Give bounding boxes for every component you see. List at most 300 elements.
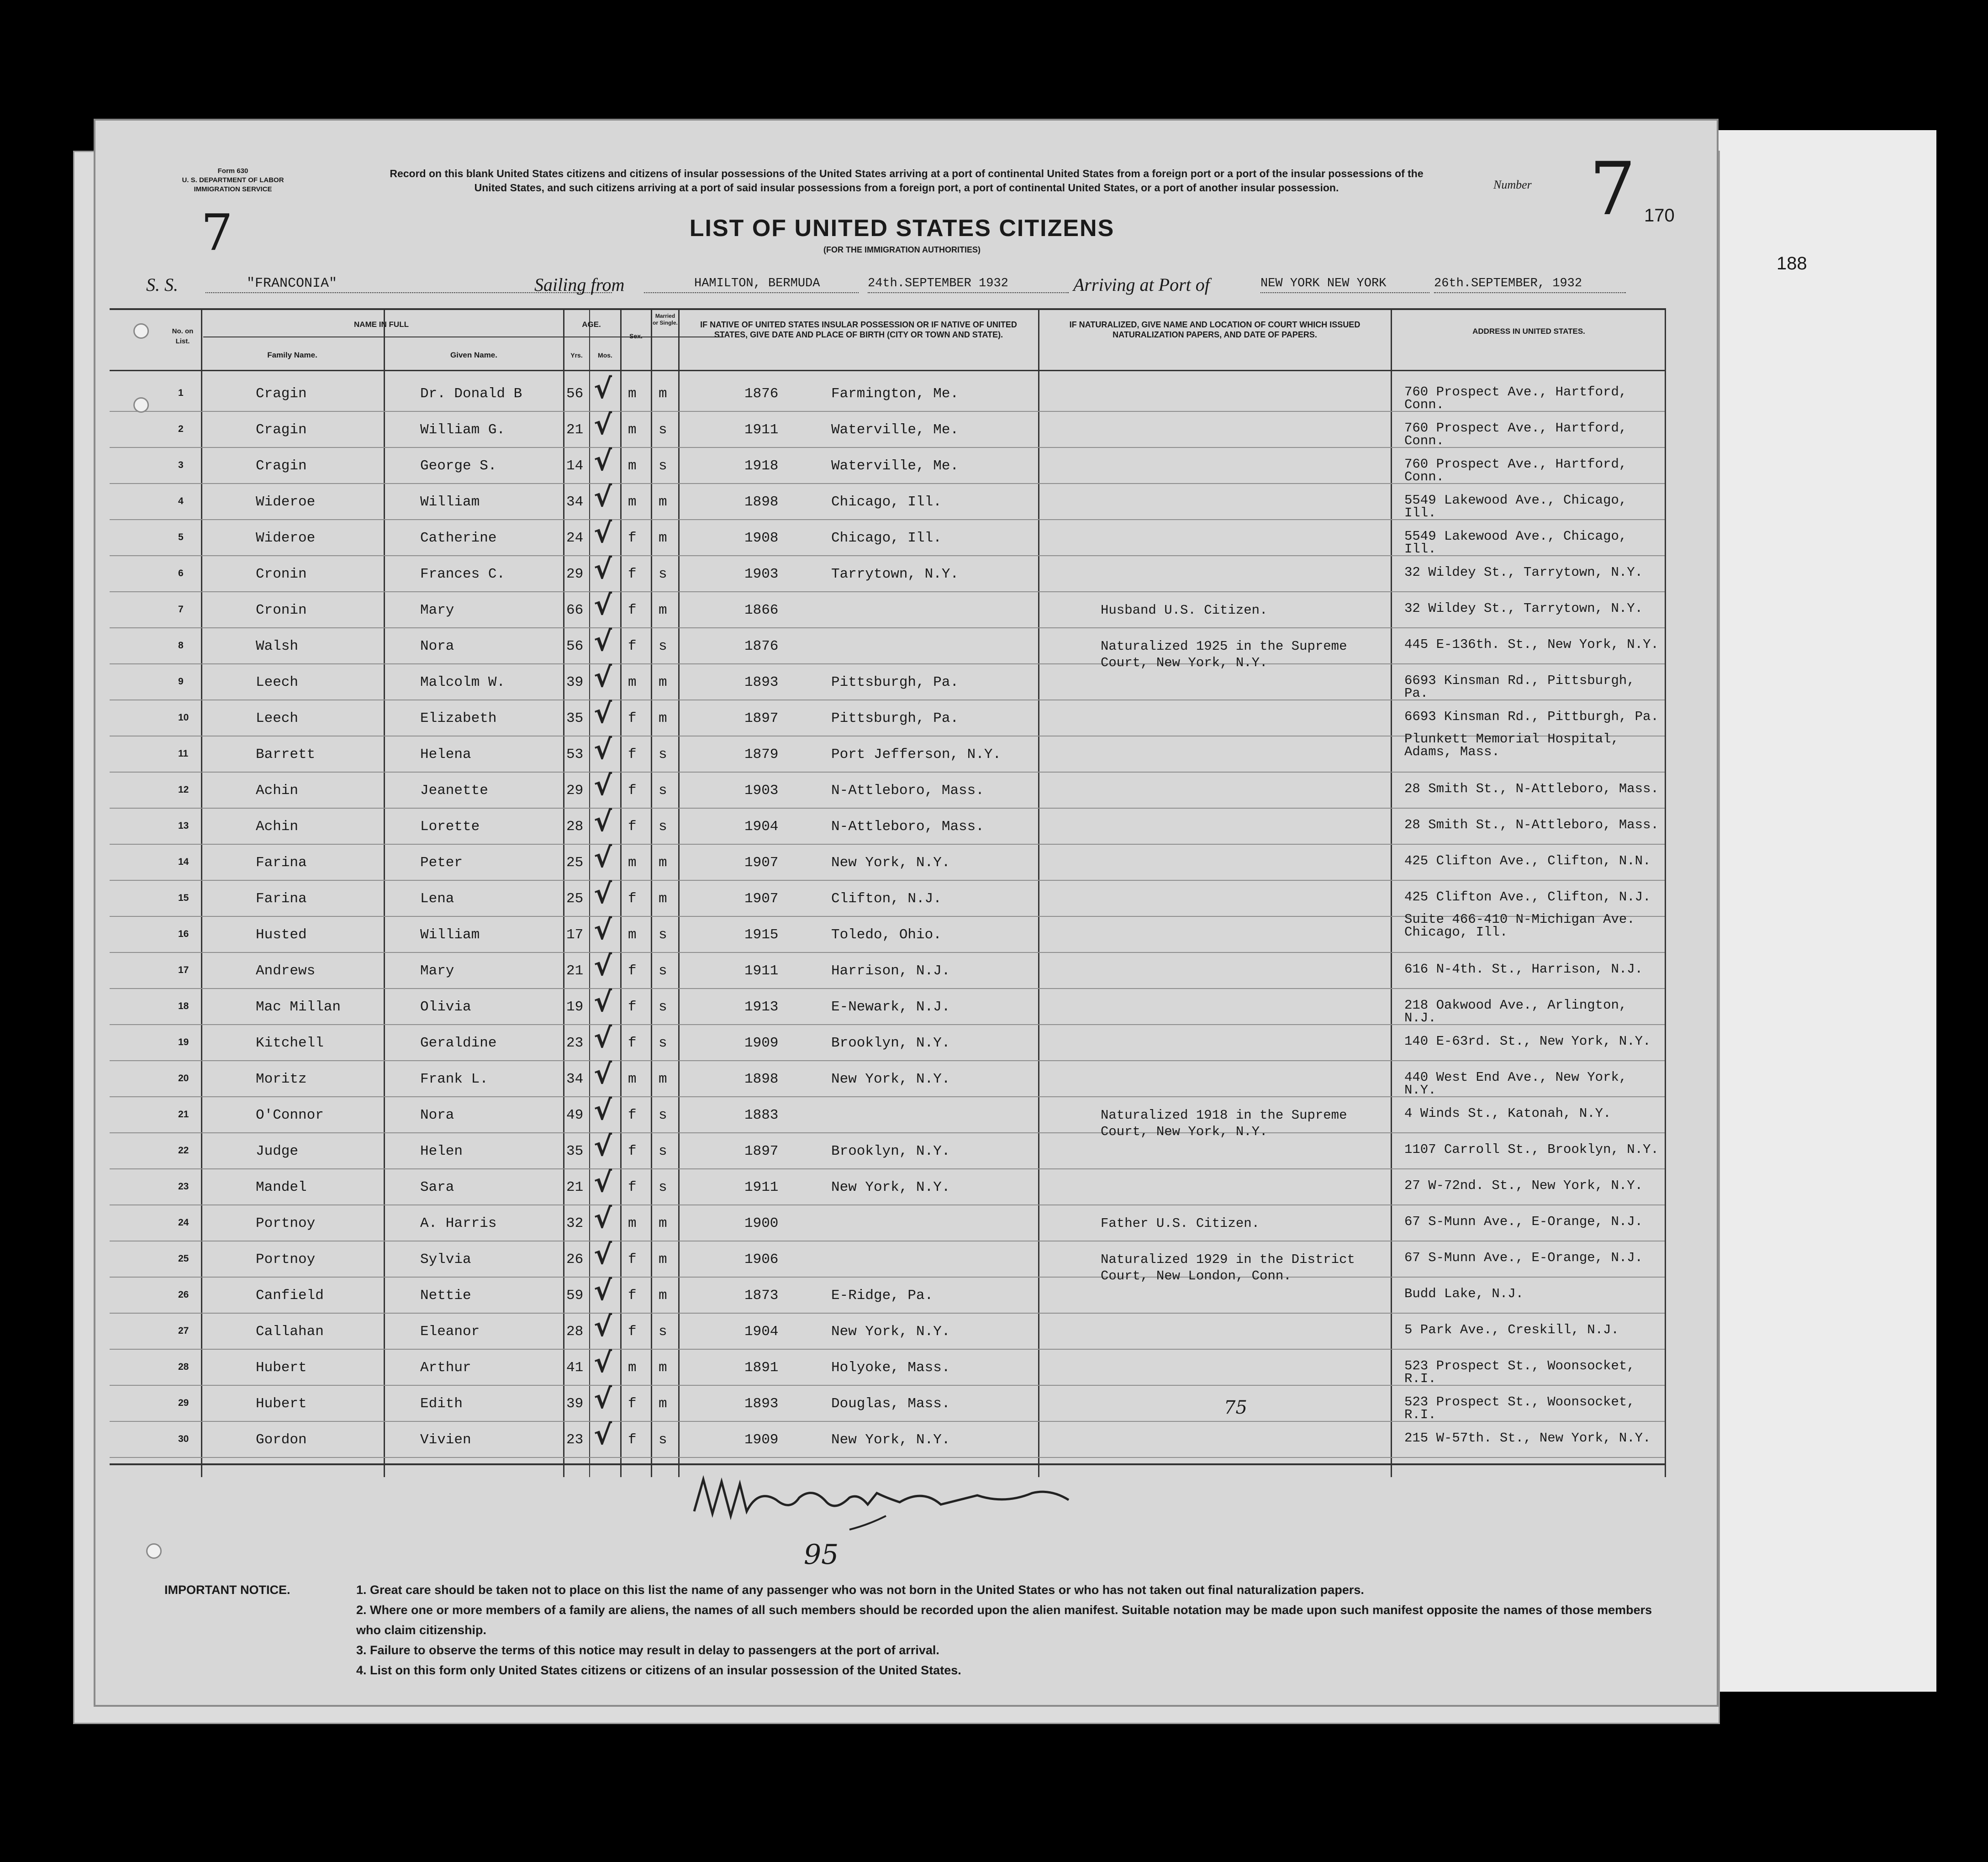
birth-year: 1876	[744, 638, 779, 654]
header-yrs: Yrs.	[570, 352, 583, 359]
check-mark-icon: √	[594, 589, 612, 621]
address: Plunkett Memorial Hospital, Adams, Mass.	[1404, 731, 1619, 759]
notice-item-3: 3. Failure to observe the terms of this notice may result in delay to passengers at the port of arrival.	[356, 1643, 939, 1657]
birth-year: 1891	[744, 1360, 779, 1376]
address: 760 Prospect Ave., Hartford, Conn.	[1404, 384, 1627, 412]
marital-status: s	[659, 783, 667, 799]
birth-place: E-Ridge, Pa.	[831, 1288, 933, 1304]
sex: f	[628, 891, 637, 907]
family-name: Cronin	[256, 602, 307, 618]
header-name-group: NAME IN FULL	[354, 320, 409, 329]
given-name: William	[420, 927, 480, 943]
table-row	[110, 1347, 1665, 1386]
check-mark-icon: √	[594, 553, 612, 585]
birth-place: Harrison, N.J.	[831, 963, 950, 979]
row-number: 11	[178, 748, 189, 759]
marital-status: s	[659, 1143, 667, 1159]
passenger-table	[110, 308, 1665, 1477]
given-name: Dr. Donald B	[420, 386, 522, 402]
check-mark-icon: √	[594, 1311, 612, 1343]
sex: f	[628, 747, 637, 763]
birth-place: Pittsburgh, Pa.	[831, 710, 959, 726]
address: 5549 Lakewood Ave., Chicago, Ill.	[1404, 529, 1627, 557]
table-row	[110, 626, 1665, 670]
row-number: 19	[178, 1037, 189, 1047]
family-name: Leech	[256, 710, 299, 726]
table-row	[110, 517, 1665, 557]
marital-status: m	[659, 674, 667, 690]
age-years: 35	[566, 1143, 584, 1159]
birth-year: 1906	[744, 1252, 779, 1268]
age-years: 66	[566, 602, 584, 618]
table-row	[110, 1419, 1665, 1458]
family-name: Kitchell	[256, 1035, 324, 1051]
address: 218 Oakwood Ave., Arlington, N.J.	[1404, 998, 1627, 1026]
row-number: 15	[178, 893, 189, 903]
age-years: 26	[566, 1252, 584, 1268]
header-mos: Mos.	[598, 352, 612, 359]
row-number: 13	[178, 821, 189, 831]
family-name: Mac Millan	[256, 999, 341, 1015]
birth-place: N-Attleboro, Mass.	[831, 783, 984, 799]
sex: f	[628, 999, 637, 1015]
marital-status: m	[659, 386, 667, 402]
form-number: Form 630	[217, 167, 248, 175]
check-mark-icon: √	[594, 481, 612, 513]
marital-status: s	[659, 1432, 667, 1448]
binder-hole	[146, 1543, 162, 1559]
check-mark-icon: √	[594, 770, 612, 802]
row-rule	[110, 1457, 1665, 1458]
row-number: 26	[178, 1289, 189, 1300]
birth-place: Waterville, Me.	[831, 422, 959, 438]
sex: m	[628, 855, 637, 871]
given-name: Frances C.	[420, 566, 506, 582]
marital-status: s	[659, 1324, 667, 1340]
row-number: 30	[178, 1434, 189, 1444]
age-years: 39	[566, 674, 584, 690]
family-name: Husted	[256, 927, 307, 943]
marital-status: s	[659, 458, 667, 474]
birth-year: 1904	[744, 819, 779, 835]
age-years: 53	[566, 747, 584, 763]
number-label: Number	[1493, 178, 1532, 191]
birth-year: 1898	[744, 1071, 779, 1087]
check-mark-icon: √	[594, 878, 612, 910]
birth-place: N-Attleboro, Mass.	[831, 819, 984, 835]
marital-status: m	[659, 494, 667, 510]
header-age: AGE.	[582, 320, 601, 329]
row-number: 6	[178, 568, 184, 579]
birth-place: E-Newark, N.J.	[831, 999, 950, 1015]
page-stamp: 170	[1644, 205, 1675, 226]
marital-status: m	[659, 1288, 667, 1304]
check-mark-icon: √	[594, 986, 612, 1018]
table-row	[110, 1275, 1665, 1314]
table-row	[110, 664, 1665, 700]
table-row	[110, 1311, 1665, 1350]
check-mark-icon: √	[594, 445, 612, 477]
margin-mark-75: 75	[1224, 1397, 1247, 1418]
marital-status: s	[659, 963, 667, 979]
header-birth: IF NATIVE OF UNITED STATES INSULAR POSSESSION OR IF NATIVE OF UNITED STATES, GIVE DATE AND PLACE OF BIRTH (CITY OR TOWN AND STATE).	[700, 320, 1017, 339]
table-row	[110, 1205, 1665, 1241]
row-number: 27	[178, 1325, 189, 1336]
table-row	[110, 770, 1665, 809]
department: U. S. DEPARTMENT OF LABOR	[182, 176, 284, 184]
row-number: 20	[178, 1073, 189, 1084]
check-mark-icon: √	[594, 1275, 612, 1307]
given-name: Helena	[420, 747, 471, 763]
family-name: Hubert	[256, 1396, 307, 1412]
given-name: Helen	[420, 1143, 463, 1159]
marital-status: s	[659, 638, 667, 654]
table-row	[110, 986, 1665, 1026]
header-married: Married or Single.	[653, 313, 678, 326]
birth-place: New York, N.Y.	[831, 1071, 950, 1087]
birth-year: 1903	[744, 566, 779, 582]
row-number: 1	[178, 388, 184, 398]
check-mark-icon: √	[594, 698, 612, 730]
sex: f	[628, 1432, 637, 1448]
birth-year: 1909	[744, 1035, 779, 1051]
family-name: Cragin	[256, 458, 307, 474]
check-mark-icon: √	[594, 734, 612, 766]
arrival-port: NEW YORK NEW YORK	[1260, 275, 1429, 293]
address: 140 E-63rd. St., New York, N.Y.	[1404, 1034, 1651, 1049]
row-number: 14	[178, 857, 189, 867]
sex: m	[628, 674, 637, 690]
record-instruction: Record on this blank United States citizens and citizens of insular possessions of the United States arriving at a port of continental United States from a foreign port or a port of the insular possessions of the United States, and such citizens arriving at a port of said insular possessions from a foreign port, a port of continental United States, or a port of another insular possession.	[390, 168, 1424, 194]
arrival-date: 26th.SEPTEMBER, 1932	[1434, 275, 1626, 293]
given-name: A. Harris	[420, 1215, 497, 1231]
page-title: LIST OF UNITED STATES CITIZENS	[689, 215, 1115, 242]
check-mark-icon: √	[594, 1167, 612, 1199]
age-years: 34	[566, 1071, 584, 1087]
birth-place: Chicago, Ill.	[831, 530, 942, 546]
address: 215 W-57th. St., New York, N.Y.	[1404, 1431, 1651, 1446]
age-years: 25	[566, 891, 584, 907]
birth-place: Waterville, Me.	[831, 458, 959, 474]
birth-place: Chicago, Ill.	[831, 494, 942, 510]
age-years: 39	[566, 1396, 584, 1412]
row-number: 28	[178, 1362, 189, 1372]
given-name: Vivien	[420, 1432, 471, 1448]
table-row	[110, 409, 1665, 448]
naturalization-note: Naturalized 1918 in the Supreme Court, New York, N.Y.	[1101, 1108, 1347, 1139]
given-name: Mary	[420, 963, 454, 979]
family-name: Andrews	[256, 963, 316, 979]
address: 6693 Kinsman Rd., Pittburgh, Pa.	[1404, 709, 1659, 724]
birth-year: 1911	[744, 1179, 779, 1195]
table-row	[110, 589, 1665, 628]
marital-status: m	[659, 710, 667, 726]
age-years: 28	[566, 1324, 584, 1340]
sex: f	[628, 602, 637, 618]
check-mark-icon: √	[594, 914, 612, 946]
table-row	[110, 1022, 1665, 1061]
family-name: Walsh	[256, 638, 299, 654]
marital-status: s	[659, 1035, 667, 1051]
birth-place: Tarrytown, N.Y.	[831, 566, 959, 582]
marital-status: s	[659, 747, 667, 763]
age-years: 32	[566, 1215, 584, 1231]
address: 32 Wildey St., Tarrytown, N.Y.	[1404, 601, 1643, 616]
sex: m	[628, 1215, 637, 1231]
sex: m	[628, 422, 637, 438]
table-row	[110, 481, 1665, 521]
family-name: Wideroe	[256, 494, 316, 510]
sex: m	[628, 386, 637, 402]
row-number: 16	[178, 929, 189, 939]
row-number: 10	[178, 712, 189, 723]
row-number: 18	[178, 1001, 189, 1011]
birth-place: Holyoke, Mass.	[831, 1360, 950, 1376]
birth-year: 1893	[744, 1396, 779, 1412]
age-years: 14	[566, 458, 584, 474]
corner-handwritten-mark: 7	[201, 203, 233, 262]
birth-place: New York, N.Y.	[831, 1324, 950, 1340]
age-years: 24	[566, 530, 584, 546]
row-number: 9	[178, 676, 184, 687]
family-name: O'Connor	[256, 1107, 324, 1123]
marital-status: m	[659, 1215, 667, 1231]
birth-place: Toledo, Ohio.	[831, 927, 942, 943]
voyage-line	[146, 274, 1635, 297]
naturalization-note: Naturalized 1929 in the District Court, New London, Conn.	[1101, 1252, 1355, 1283]
address: 67 S-Munn Ave., E-Orange, N.J.	[1404, 1250, 1643, 1265]
sex: f	[628, 638, 637, 654]
given-name: Nora	[420, 1107, 454, 1123]
given-name: Mary	[420, 602, 454, 618]
address: 6693 Kinsman Rd., Pittsburgh, Pa.	[1404, 673, 1635, 701]
birth-year: 1908	[744, 530, 779, 546]
ss-label: S. S.	[146, 274, 178, 295]
check-mark-icon: √	[594, 626, 612, 657]
family-name: Achin	[256, 783, 299, 799]
table-row	[110, 1058, 1665, 1098]
address: 523 Prospect St., Woonsocket, R.I.	[1404, 1394, 1635, 1422]
family-name: Leech	[256, 674, 299, 690]
table-row	[110, 1383, 1665, 1422]
row-number: 3	[178, 460, 184, 470]
check-mark-icon: √	[594, 409, 612, 441]
given-name: Sylvia	[420, 1252, 471, 1268]
check-mark-icon: √	[594, 1131, 612, 1162]
check-mark-icon: √	[594, 1383, 612, 1415]
marital-status: s	[659, 1107, 667, 1123]
naturalization-note: Naturalized 1925 in the Supreme Court, New York, N.Y.	[1101, 639, 1347, 670]
family-name: Farina	[256, 855, 307, 871]
address: 616 N-4th. St., Harrison, N.J.	[1404, 962, 1643, 977]
age-years: 21	[566, 963, 584, 979]
sex: f	[628, 1107, 637, 1123]
birth-place: New York, N.Y.	[831, 855, 950, 871]
header-bottom-rule	[110, 370, 1665, 371]
birth-year: 1903	[744, 783, 779, 799]
sex: m	[628, 494, 637, 510]
address: 5549 Lakewood Ave., Chicago, Ill.	[1404, 493, 1627, 521]
family-name: Cragin	[256, 422, 307, 438]
address: 27 W-72nd. St., New York, N.Y.	[1404, 1178, 1643, 1193]
marital-status: m	[659, 1360, 667, 1376]
row-number: 24	[178, 1217, 189, 1228]
birth-place: Pittsburgh, Pa.	[831, 674, 959, 690]
given-name: Nora	[420, 638, 454, 654]
binder-hole	[133, 323, 149, 339]
sex: m	[628, 1071, 637, 1087]
naturalization-note: Father U.S. Citizen.	[1101, 1216, 1260, 1231]
row-number: 7	[178, 604, 184, 615]
family-name: Gordon	[256, 1432, 307, 1448]
age-years: 21	[566, 422, 584, 438]
birth-year: 1866	[744, 602, 779, 618]
check-mark-icon: √	[594, 662, 612, 694]
birth-place: New York, N.Y.	[831, 1432, 950, 1448]
given-name: Lorette	[420, 819, 480, 835]
row-number: 22	[178, 1145, 189, 1156]
header-no: No. on List.	[172, 327, 194, 345]
check-mark-icon: √	[594, 1203, 612, 1235]
check-mark-icon: √	[594, 806, 612, 838]
family-name: Wideroe	[256, 530, 316, 546]
family-name: Moritz	[256, 1071, 307, 1087]
age-years: 29	[566, 566, 584, 582]
check-mark-icon: √	[594, 1094, 612, 1126]
table-row	[110, 373, 1665, 412]
notice-item-1	[164, 1580, 1672, 1600]
birth-year: 1876	[744, 386, 779, 402]
given-name: Lena	[420, 891, 454, 907]
age-years: 56	[566, 386, 584, 402]
sex: m	[628, 927, 637, 943]
birth-year: 1907	[744, 855, 779, 871]
age-years: 35	[566, 710, 584, 726]
family-name: Portnoy	[256, 1215, 316, 1231]
address: 32 Wildey St., Tarrytown, N.Y.	[1404, 565, 1643, 580]
col-rule	[1665, 308, 1666, 1477]
sex: f	[628, 530, 637, 546]
sex: f	[628, 566, 637, 582]
marital-status: s	[659, 999, 667, 1015]
marital-status: m	[659, 1396, 667, 1412]
check-mark-icon: √	[594, 517, 612, 549]
address: 28 Smith St., N-Attleboro, Mass.	[1404, 817, 1659, 832]
check-mark-icon: √	[594, 373, 612, 405]
age-years: 21	[566, 1179, 584, 1195]
birth-year: 1873	[744, 1288, 779, 1304]
address: 440 West End Ave., New York, N.Y.	[1404, 1070, 1627, 1098]
address: 445 E-136th. St., New York, N.Y.	[1404, 637, 1659, 652]
age-years: 23	[566, 1432, 584, 1448]
row-number: 21	[178, 1109, 189, 1120]
birth-year: 1918	[744, 458, 779, 474]
notice-text: 1. Great care should be taken not to place on this list the name of any passenger who was not born in the United States or who has not taken out final naturalization papers.	[356, 1583, 1364, 1597]
family-name: Barrett	[256, 747, 316, 763]
birth-place: Port Jefferson, N.Y.	[831, 747, 1002, 763]
row-number: 5	[178, 532, 184, 542]
given-name: Frank L.	[420, 1071, 488, 1087]
birth-place: Farmington, Me.	[831, 386, 959, 402]
sex: f	[628, 783, 637, 799]
address: Budd Lake, N.J.	[1404, 1286, 1524, 1301]
address: 760 Prospect Ave., Hartford, Conn.	[1404, 421, 1627, 448]
sex: f	[628, 1252, 637, 1268]
check-mark-icon: √	[594, 842, 612, 874]
marital-status: s	[659, 566, 667, 582]
row-number: 25	[178, 1253, 189, 1264]
birth-place: Clifton, N.J.	[831, 891, 942, 907]
row-number: 17	[178, 965, 189, 975]
family-name: Judge	[256, 1143, 299, 1159]
sex: f	[628, 963, 637, 979]
side-stamp: 188	[1777, 253, 1807, 274]
birth-place: Brooklyn, N.Y.	[831, 1035, 950, 1051]
birth-year: 1915	[744, 927, 779, 943]
age-years: 59	[566, 1288, 584, 1304]
notice-item-4: 4. List on this form only United States citizens or citizens of an insular possession of the United States.	[356, 1663, 961, 1677]
header-address: ADDRESS IN UNITED STATES.	[1472, 327, 1585, 336]
birth-year: 1909	[744, 1432, 779, 1448]
marital-status: s	[659, 1179, 667, 1195]
check-mark-icon: √	[594, 1239, 612, 1271]
age-years: 17	[566, 927, 584, 943]
given-name: William	[420, 494, 480, 510]
number-value: 7	[1589, 146, 1636, 231]
address: 5 Park Ave., Creskill, N.J.	[1404, 1322, 1619, 1337]
sex: m	[628, 458, 637, 474]
given-name: Sara	[420, 1179, 454, 1195]
notice-label: IMPORTANT NOTICE.	[164, 1583, 290, 1597]
given-name: Nettie	[420, 1288, 471, 1304]
ship-name: "FRANCONIA"	[206, 275, 612, 293]
family-name: Canfield	[256, 1288, 324, 1304]
sail-date: 24th.SEPTEMBER 1932	[868, 275, 1069, 293]
given-name: George S.	[420, 458, 497, 474]
given-name: Eleanor	[420, 1324, 480, 1340]
birth-year: 1897	[744, 1143, 779, 1159]
age-years: 19	[566, 999, 584, 1015]
form-id-block	[137, 167, 329, 194]
table-row	[110, 842, 1665, 881]
table-row	[110, 731, 1665, 773]
sex: f	[628, 1035, 637, 1051]
age-years: 56	[566, 638, 584, 654]
family-name: Callahan	[256, 1324, 324, 1340]
given-name: Edith	[420, 1396, 463, 1412]
table-row	[110, 1094, 1665, 1139]
naturalization-note: Husband U.S. Citizen.	[1101, 603, 1268, 618]
address: 4 Winds St., Katonah, N.Y.	[1404, 1106, 1611, 1121]
row-number: 2	[178, 424, 184, 434]
sex: f	[628, 710, 637, 726]
marital-status: m	[659, 1071, 667, 1087]
age-years: 49	[566, 1107, 584, 1123]
sex: m	[628, 1360, 637, 1376]
sex: f	[628, 1396, 637, 1412]
family-name: Mandel	[256, 1179, 307, 1195]
check-mark-icon: √	[594, 1419, 612, 1451]
birth-place: Brooklyn, N.Y.	[831, 1143, 950, 1159]
age-years: 25	[566, 855, 584, 871]
age-years: 23	[566, 1035, 584, 1051]
birth-year: 1883	[744, 1107, 779, 1123]
table-row	[110, 912, 1665, 953]
marital-status: s	[659, 819, 667, 835]
given-name: Malcolm W.	[420, 674, 506, 690]
birth-year: 1904	[744, 1324, 779, 1340]
margin-mark-95: 95	[804, 1539, 839, 1571]
